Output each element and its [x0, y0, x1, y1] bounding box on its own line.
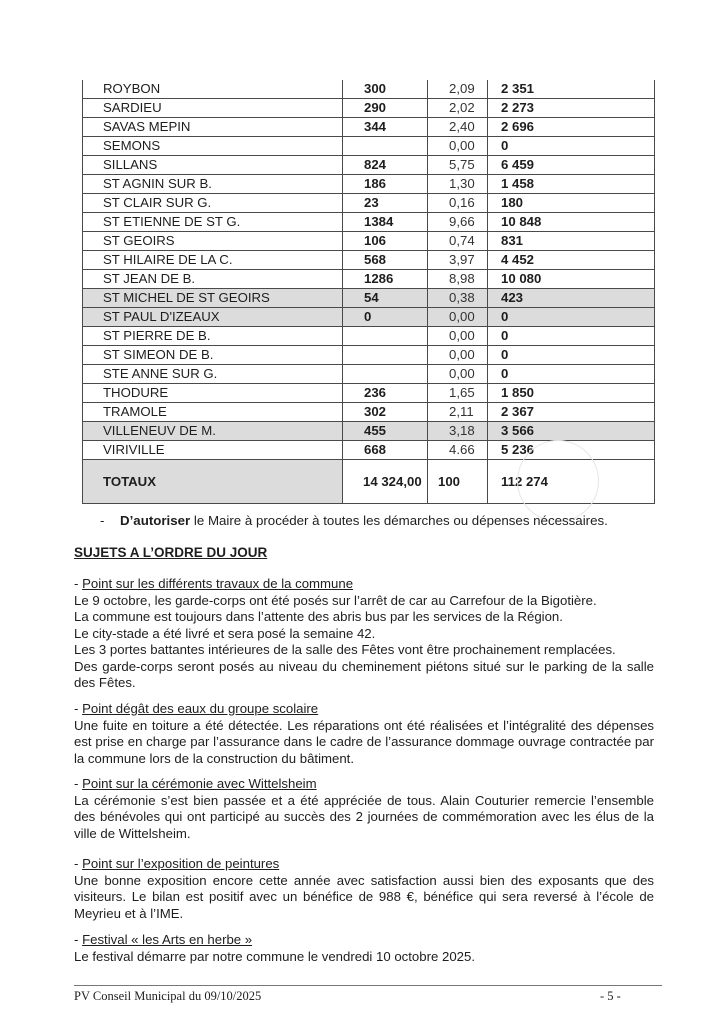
amount-cell: 0	[488, 365, 655, 384]
amount-cell: 0	[488, 346, 655, 365]
commune-name-cell: ST PAUL D'IZEAUX	[83, 308, 343, 327]
commune-name-cell: THODURE	[83, 384, 343, 403]
population-cell: 455	[343, 422, 428, 441]
amount-cell: 1 458	[488, 175, 655, 194]
page-number: - 5 -	[600, 989, 621, 1003]
commune-name-cell: SAVAS MEPIN	[83, 118, 343, 137]
section-title: Point sur la cérémonie avec Wittelsheim	[82, 776, 317, 791]
table-row	[83, 156, 655, 175]
population-cell: 106	[343, 232, 428, 251]
commune-name-cell: VIRIVILLE	[83, 441, 343, 460]
section-degat-eaux: - Point dégât des eaux du groupe scolaire Une fuite en toiture a été détectée. Les réparations ont été réalisées et l’intégralité des dépenses est prise en charge par l’assurance dans le cadre de l’assurance dommage ouvrage contractée par la commune lors de la construction du bâtiment.	[74, 701, 654, 766]
section-title: Point sur les différents travaux de la commune	[82, 576, 354, 591]
bullet-text: le Maire à procéder à toutes les démarches ou dépenses nécessaires.	[190, 513, 608, 528]
population-cell: 344	[343, 118, 428, 137]
totals-amount-cell: 112 274	[488, 460, 655, 504]
authorization-bullet	[100, 513, 608, 528]
percentage-cell: 4.66	[428, 441, 488, 460]
official-stamp	[517, 440, 599, 522]
commune-name-cell: SILLANS	[83, 156, 343, 175]
commune-name-cell: ST GEOIRS	[83, 232, 343, 251]
table-row	[83, 289, 655, 308]
percentage-cell: 3,18	[428, 422, 488, 441]
amount-cell: 6 459	[488, 156, 655, 175]
percentage-cell: 1,30	[428, 175, 488, 194]
amount-cell: 423	[488, 289, 655, 308]
amount-cell: 0	[488, 308, 655, 327]
population-cell	[343, 365, 428, 384]
percentage-cell: 0,16	[428, 194, 488, 213]
amount-cell: 1 850	[488, 384, 655, 403]
percentage-cell: 0,00	[428, 327, 488, 346]
amount-cell: 5 236	[488, 441, 655, 460]
commune-name-cell: VILLENEUV DE M.	[83, 422, 343, 441]
amount-cell: 2 351	[488, 80, 655, 99]
totals-percentage-cell: 100	[428, 460, 488, 504]
table-row	[83, 137, 655, 156]
table-row	[83, 270, 655, 289]
population-cell: 0	[343, 308, 428, 327]
amount-cell: 2 696	[488, 118, 655, 137]
section-title: Festival « les Arts en herbe »	[82, 932, 253, 947]
population-cell: 1286	[343, 270, 428, 289]
table-row	[83, 118, 655, 137]
table-row	[83, 422, 655, 441]
commune-name-cell: ROYBON	[83, 80, 343, 99]
section-ceremonie: - Point sur la cérémonie avec Wittelsheim La cérémonie s’est bien passée et a été appréciée de tous. Alain Couturier remercie l’ensemble des bénévoles qui ont participé au succès des 2 journées de commémoration avec les élus de la ville de Wittelsheim.	[74, 776, 654, 841]
table-row	[83, 384, 655, 403]
population-cell: 300	[343, 80, 428, 99]
table-row	[83, 327, 655, 346]
amount-cell: 4 452	[488, 251, 655, 270]
amount-cell: 0	[488, 137, 655, 156]
commune-name-cell: ST ETIENNE DE ST G.	[83, 213, 343, 232]
population-cell: 824	[343, 156, 428, 175]
bullet-bold: D’autoriser	[120, 513, 191, 528]
agenda-heading: SUJETS A L’ORDRE DU JOUR	[74, 545, 268, 560]
population-cell: 302	[343, 403, 428, 422]
commune-name-cell: ST CLAIR SUR G.	[83, 194, 343, 213]
table-row	[83, 213, 655, 232]
totals-label-cell: TOTAUX	[83, 460, 343, 504]
bullet-dash: -	[100, 513, 105, 528]
amount-cell: 0	[488, 327, 655, 346]
commune-table	[82, 80, 655, 504]
amount-cell: 180	[488, 194, 655, 213]
percentage-cell: 2,40	[428, 118, 488, 137]
commune-name-cell: ST JEAN DE B.	[83, 270, 343, 289]
percentage-cell: 0,00	[428, 137, 488, 156]
table-row	[83, 175, 655, 194]
population-cell: 236	[343, 384, 428, 403]
commune-name-cell: SARDIEU	[83, 99, 343, 118]
amount-cell: 2 367	[488, 403, 655, 422]
population-cell: 186	[343, 175, 428, 194]
population-cell: 54	[343, 289, 428, 308]
percentage-cell: 2,11	[428, 403, 488, 422]
table-row	[83, 232, 655, 251]
percentage-cell: 2,09	[428, 80, 488, 99]
percentage-cell: 1,65	[428, 384, 488, 403]
table-row	[83, 365, 655, 384]
population-cell: 668	[343, 441, 428, 460]
percentage-cell: 3,97	[428, 251, 488, 270]
percentage-cell: 8,98	[428, 270, 488, 289]
amount-cell: 10 080	[488, 270, 655, 289]
section-title: Point sur l’exposition de peintures	[82, 856, 280, 871]
percentage-cell: 2,02	[428, 99, 488, 118]
percentage-cell: 5,75	[428, 156, 488, 175]
percentage-cell: 0,74	[428, 232, 488, 251]
percentage-cell: 0,00	[428, 308, 488, 327]
percentage-cell: 0,00	[428, 346, 488, 365]
percentage-cell: 0,00	[428, 365, 488, 384]
amount-cell: 831	[488, 232, 655, 251]
commune-name-cell: SEMONS	[83, 137, 343, 156]
table-row	[83, 99, 655, 118]
footer-divider	[74, 985, 662, 986]
population-cell	[343, 327, 428, 346]
commune-name-cell: STE ANNE SUR G.	[83, 365, 343, 384]
table-row	[83, 194, 655, 213]
population-cell	[343, 346, 428, 365]
table-row	[83, 403, 655, 422]
population-cell: 568	[343, 251, 428, 270]
table-row	[83, 346, 655, 365]
percentage-cell: 0,38	[428, 289, 488, 308]
amount-cell: 10 848	[488, 213, 655, 232]
table-row	[83, 251, 655, 270]
population-cell	[343, 137, 428, 156]
amount-cell: 3 566	[488, 422, 655, 441]
section-festival: - Festival « les Arts en herbe » Le festival démarre par notre commune le vendredi 10 octobre 2025.	[74, 932, 475, 964]
section-exposition: - Point sur l’exposition de peintures Une bonne exposition encore cette année avec satisfaction aussi bien des exposants que des visiteurs. Le bilan est positif avec un bénéfice de 988 €, bénéfice qui sera reversé à l’école de Meyrieu et à l’IME.	[74, 856, 654, 921]
footer-title: PV Conseil Municipal du 09/10/2025	[74, 989, 262, 1003]
commune-name-cell: ST MICHEL DE ST GEOIRS	[83, 289, 343, 308]
section-travaux: - Point sur les différents travaux de la commune Le 9 octobre, les garde-corps ont été posés sur l’arrêt de car au Carrefour de la Bigotière. La commune est toujours dans l’attente des abris bus par les services de la Région. Le city-stade a été livré et sera posé la semaine 42. Les 3 portes battantes intérieures de la salle des Fêtes vont être prochainement remplacées. Des garde-corps seront posés au niveau du cheminement piétons situé sur le parking de la salle des Fêtes.	[74, 576, 654, 690]
commune-name-cell: TRAMOLE	[83, 403, 343, 422]
percentage-cell: 9,66	[428, 213, 488, 232]
population-cell: 290	[343, 99, 428, 118]
table-row	[83, 80, 655, 99]
amount-cell: 2 273	[488, 99, 655, 118]
commune-name-cell: ST PIERRE DE B.	[83, 327, 343, 346]
commune-name-cell: ST HILAIRE DE LA C.	[83, 251, 343, 270]
population-cell: 23	[343, 194, 428, 213]
table-row	[83, 308, 655, 327]
totals-population-cell: 14 324,00	[343, 460, 428, 504]
commune-name-cell: ST AGNIN SUR B.	[83, 175, 343, 194]
section-title: Point dégât des eaux du groupe scolaire	[82, 701, 319, 716]
commune-name-cell: ST SIMEON DE B.	[83, 346, 343, 365]
population-cell: 1384	[343, 213, 428, 232]
